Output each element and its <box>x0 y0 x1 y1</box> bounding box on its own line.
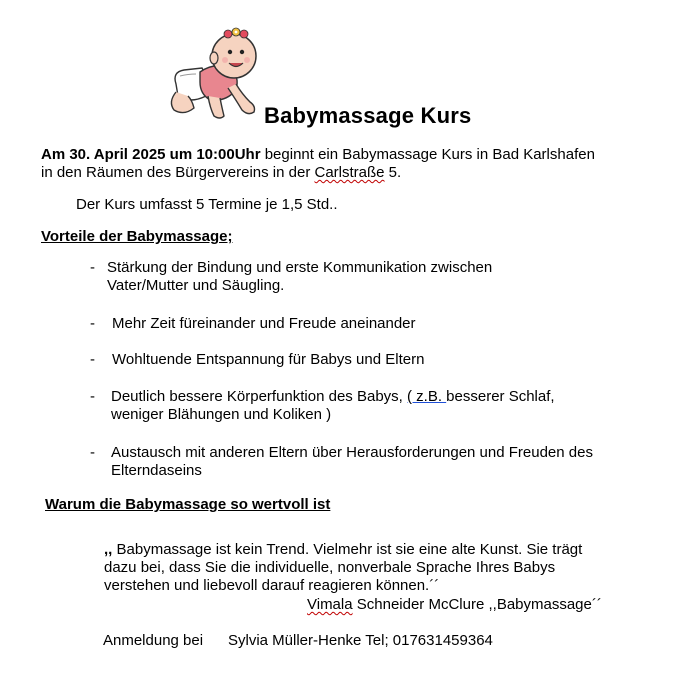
quote-open-mark: ,, <box>104 541 113 558</box>
quote-line-3: verstehen und liebevoll darauf reagieren können.´´ <box>104 577 440 594</box>
registration-contact: Sylvia Müller-Henke Tel; 017631459364 <box>228 632 493 649</box>
why-heading: Warum die Babymassage so wertvoll ist <box>45 496 331 513</box>
benefits-heading: Vorteile der Babymassage; <box>41 228 233 245</box>
page-title: Babymassage Kurs <box>264 103 472 128</box>
benefit-4-text-rest: besserer Schlaf, <box>446 388 555 405</box>
benefit-4-line-2: weniger Blähungen und Koliken ) <box>111 406 332 423</box>
benefit-3: Wohltuende Entspannung für Babys und Eltern <box>112 351 425 368</box>
registration-label: Anmeldung bei <box>103 632 204 649</box>
benefit-4-line-1 <box>111 388 555 406</box>
quote-text-1: Babymassage ist kein Trend. Vielmehr ist sie eine alte Kunst. Sie trägt <box>112 541 583 558</box>
benefit-2: Mehr Zeit füreinander und Freude aneinander <box>112 315 416 332</box>
benefit-4-text: Deutlich bessere Körperfunktion des Babys, <box>111 388 407 405</box>
intro-line-2-post: 5. <box>384 164 402 181</box>
intro-date-time: Am 30. April 2025 um 10:00Uhr <box>41 146 261 163</box>
quote-author <box>307 596 602 614</box>
quote-author-rest: Schneider McClure ,,Babymassage´´ <box>352 596 602 613</box>
benefit-4-example-link: ( z.B. <box>407 388 447 405</box>
benefit-1-line-2: Vater/Mutter und Säugling. <box>107 277 285 294</box>
intro-street: Carlstraße <box>314 164 385 181</box>
bullet-dash: - <box>90 388 95 405</box>
bullet-dash: - <box>90 444 95 461</box>
intro-line-2-pre: in den Räumen des Bürgervereins in der <box>41 164 315 181</box>
benefit-5-line-1: Austausch mit anderen Eltern über Herausforderungen und Freuden des <box>111 444 593 461</box>
intro-line-2 <box>41 164 401 182</box>
bullet-dash: - <box>90 351 95 368</box>
course-info: Der Kurs umfasst 5 Termine je 1,5 Std.. <box>76 196 338 213</box>
intro-line-1 <box>41 146 595 164</box>
bullet-dash: - <box>90 259 95 276</box>
quote-author-name: Vimala <box>307 596 353 613</box>
benefit-5-line-2: Elterndaseins <box>111 462 202 479</box>
quote-line-2: dazu bei, dass Sie die individuelle, nonverbale Sprache Ihres Babys <box>104 559 556 576</box>
crawling-baby-illustration <box>166 22 270 126</box>
quote-line-1 <box>104 541 582 559</box>
benefit-1-line-1: Stärkung der Bindung und erste Kommunikation zwischen <box>107 259 493 276</box>
intro-line-1-rest: beginnt ein Babymassage Kurs in Bad Karlshafen <box>260 146 595 163</box>
bullet-dash: - <box>90 315 95 332</box>
